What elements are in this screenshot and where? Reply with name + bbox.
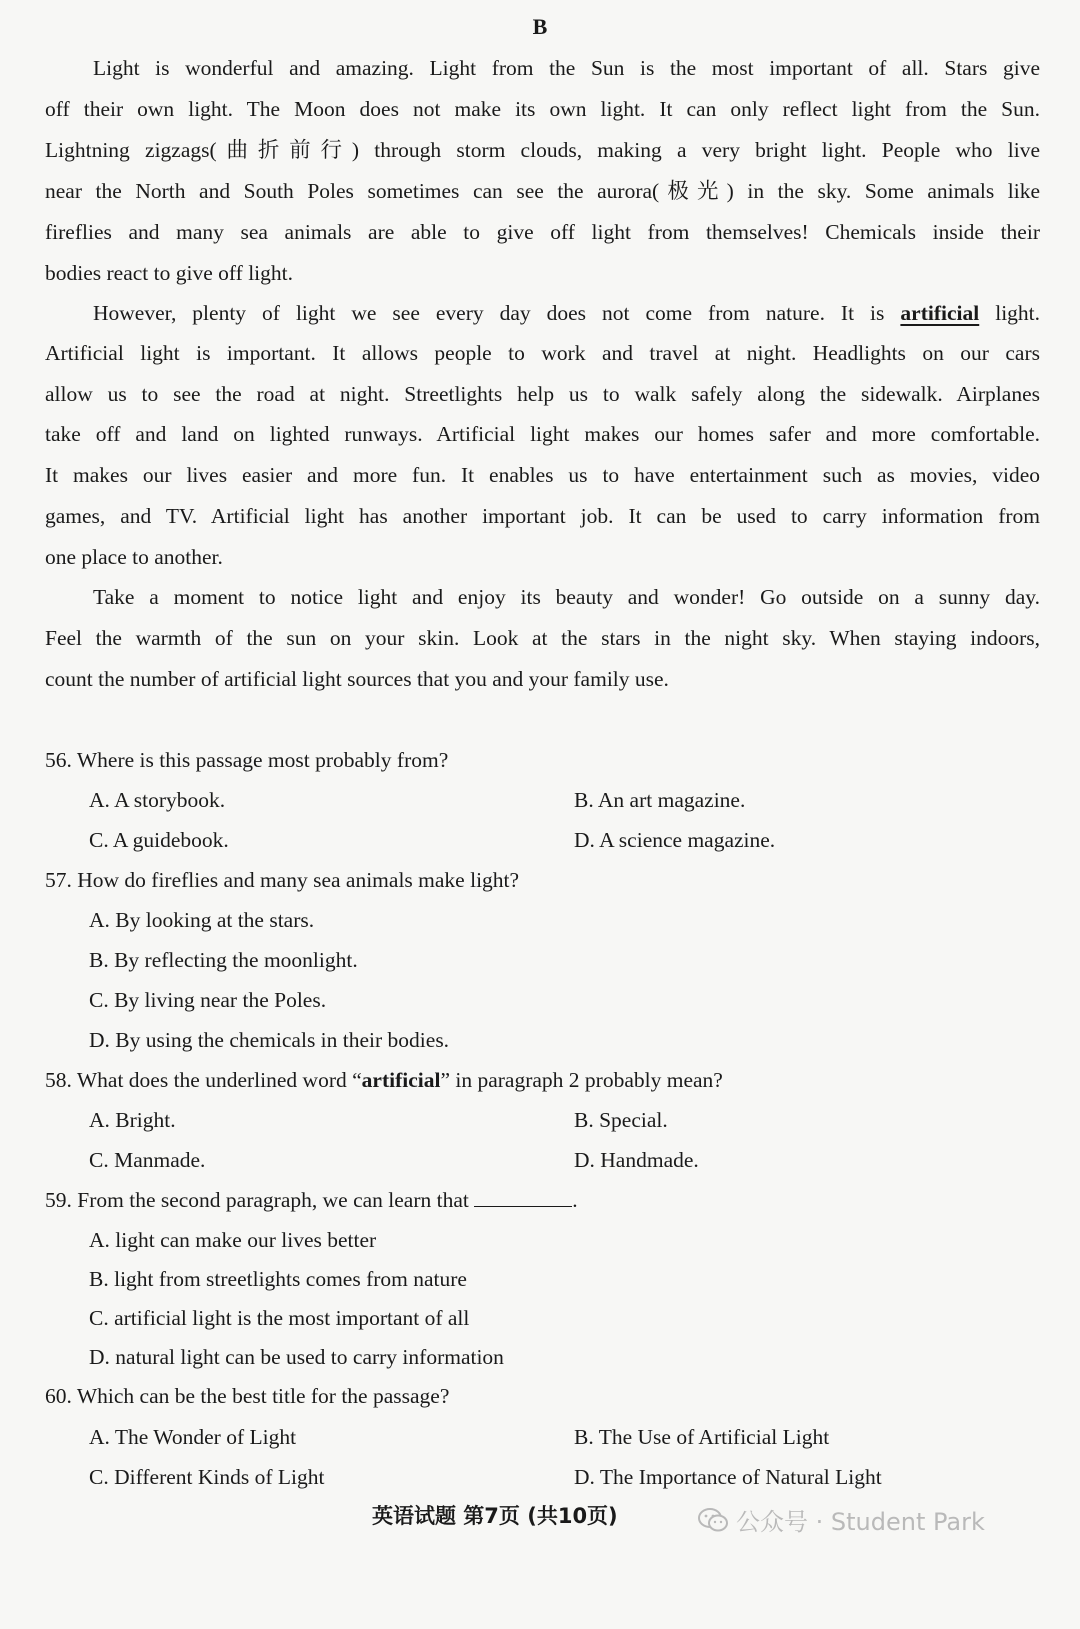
- option-58-c: C. Manmade.: [89, 1148, 206, 1172]
- question-58: [45, 1064, 723, 1096]
- option-58-b: B. Special.: [574, 1108, 668, 1132]
- underlined-word: artificial: [900, 301, 980, 325]
- passage-line: fireflies and many sea animals are able to give off light from themselves! Chemicals inside their: [45, 220, 1040, 244]
- passage-line: Artificial light is important. It allows people to work and travel at night. Headlights on our cars: [45, 341, 1040, 365]
- answer-blank: [474, 1186, 572, 1207]
- option-56-a: A. A storybook.: [89, 788, 226, 812]
- quoted-word: artificial: [361, 1068, 441, 1092]
- question-56: 56. Where is this passage most probably from?: [45, 748, 449, 772]
- question-text: .: [572, 1188, 578, 1212]
- passage-line-with-underlined-word: [93, 297, 1040, 329]
- passage-text: light.: [995, 301, 1041, 325]
- passage-line: bodies react to give off light.: [45, 261, 293, 285]
- option-56-d: D. A science magazine.: [574, 828, 776, 852]
- question-59: [45, 1184, 578, 1216]
- option-60-d: D. The Importance of Natural Light: [574, 1465, 882, 1489]
- watermark-text: 公众号 · Student Park: [736, 1508, 985, 1536]
- option-60-a: A. The Wonder of Light: [89, 1425, 297, 1449]
- question-text: 58. What does the underlined word “: [45, 1068, 362, 1092]
- passage-line: Light is wonderful and amazing. Light from the Sun is the most important of all. Stars give: [93, 56, 1040, 80]
- option-57-d: D. By using the chemicals in their bodies.: [89, 1028, 450, 1052]
- passage-line: Feel the warmth of the sun on your skin. Look at the stars in the night sky. When staying indoors,: [45, 626, 1040, 650]
- passage-line: It makes our lives easier and more fun. It enables us to have entertainment such as movies, video: [45, 463, 1040, 487]
- passage-line: off their own light. The Moon does not make its own light. It can only reflect light from the Sun.: [45, 97, 1040, 121]
- passage-line: games, and TV. Artificial light has another important job. It can be used to carry information from: [45, 504, 1040, 528]
- option-58-a: A. Bright.: [89, 1108, 176, 1132]
- page-footer: 英语试题 第7页 (共10页): [372, 1504, 618, 1528]
- section-heading: B: [532, 14, 548, 39]
- option-56-c: C. A guidebook.: [89, 828, 229, 852]
- passage-line: allow us to see the road at night. Streetlights help us to walk safely along the sidewalk. Airplanes: [45, 382, 1040, 406]
- wechat-icon: [698, 1507, 728, 1533]
- option-60-b: B. The Use of Artificial Light: [574, 1425, 830, 1449]
- watermark: [698, 1502, 985, 1537]
- passage-line: take off and land on lighted runways. Artificial light makes our homes safer and more comfortable.: [45, 422, 1040, 446]
- passage-line: near the North and South Poles sometimes can see the aurora(极光) in the sky. Some animals like: [45, 179, 1040, 203]
- option-59-a: A. light can make our lives better: [89, 1228, 377, 1252]
- passage-line: Lightning zigzags(曲折前行) through storm clouds, making a very bright light. People who live: [45, 138, 1040, 162]
- passage-text: However, plenty of light we see every day does not come from nature. It is: [93, 301, 885, 325]
- question-57: 57. How do fireflies and many sea animals make light?: [45, 868, 520, 892]
- option-57-c: C. By living near the Poles.: [89, 988, 327, 1012]
- passage-line: count the number of artificial light sources that you and your family use.: [45, 667, 669, 691]
- passage-line: Take a moment to notice light and enjoy its beauty and wonder! Go outside on a sunny day.: [93, 585, 1040, 609]
- question-text: ” in paragraph 2 probably mean?: [440, 1068, 723, 1092]
- option-59-d: D. natural light can be used to carry information: [89, 1345, 504, 1369]
- question-text: 59. From the second paragraph, we can learn that: [45, 1188, 469, 1212]
- option-59-b: B. light from streetlights comes from nature: [89, 1267, 467, 1291]
- option-58-d: D. Handmade.: [574, 1148, 699, 1172]
- option-59-c: C. artificial light is the most important of all: [89, 1306, 470, 1330]
- option-60-c: C. Different Kinds of Light: [89, 1465, 325, 1489]
- passage-line: one place to another.: [45, 545, 223, 569]
- question-60: 60. Which can be the best title for the passage?: [45, 1384, 450, 1408]
- option-57-b: B. By reflecting the moonlight.: [89, 948, 358, 972]
- option-57-a: A. By looking at the stars.: [89, 908, 315, 932]
- option-56-b: B. An art magazine.: [574, 788, 746, 812]
